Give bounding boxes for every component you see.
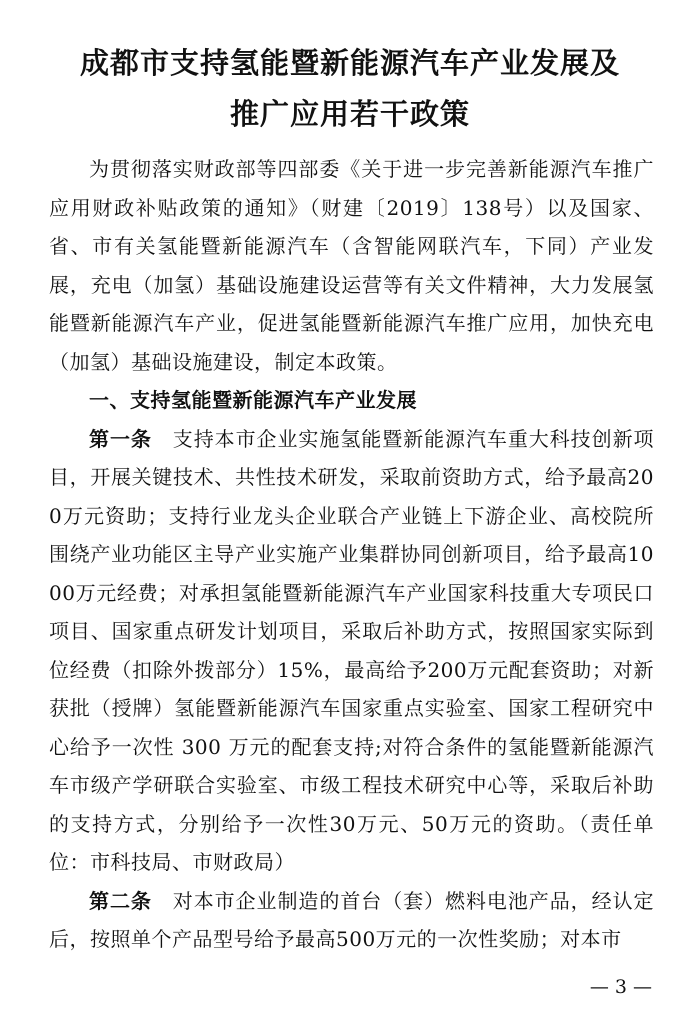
- article-1-label: 第一条: [89, 426, 152, 451]
- article-1-text: 支持本市企业实施氢能暨新能源汽车重大科技创新项目，开展关键技术、共性技术研发，采取前资助方式，给予最高200万元资助；支持行业龙头企业联合产业链上下游企业、高校院所围绕产业功能区主导产业实施产业集群协同创新项目，给予最高1000万元经费；对承担氢能暨新能源汽车产业国家科技重大专项民口项目、国家重点研发计划项目，采取后补助方式，按照国家实际到位经费（扣除外拨部分）15%，最高给予200万元配套资助；对新获批（授牌）氢能暨新能源汽车国家重点实验室、国家工程研究中心给予一次性 300 万元的配套支持;对符合条件的氢能暨新能源汽车市级产学研联合实验室、市级工程技术研究中心等，采取后补助的支持方式，分别给予一次性30万元、50万元的资助。（责任单位：市科技局、市财政局）: [49, 426, 655, 874]
- article-1-paragraph: [49, 420, 654, 882]
- section-heading: 一、支持氢能暨新能源汽车产业发展: [89, 388, 417, 412]
- page-number: — 3 —: [589, 976, 652, 998]
- title-line-2: 推广应用若干政策: [229, 97, 470, 131]
- intro-paragraph: 为贯彻落实财政部等四部委《关于进一步完善新能源汽车推广应用财政补贴政策的通知》（财建〔2019〕138号）以及国家、省、市有关氢能暨新能源汽车（含智能网联汽车，下同）产业发展，充电（加氢）基础设施建设运营等有关文件精神，大力发展氢能暨新能源汽车产业，促进氢能暨新能源汽车推广应用，加快充电（加氢）基础设施建设，制定本政策。: [49, 157, 654, 374]
- title-line-1: 成都市支持氢能暨新能源汽车产业发展及: [79, 46, 620, 80]
- document-body: [49, 150, 654, 959]
- document-title: [40, 38, 660, 140]
- article-2-text: 对本市企业制造的首台（套）燃料电池产品，经认定后，按照单个产品型号给予最高500万元的一次性奖励；对本市: [49, 888, 655, 951]
- article-2-paragraph: [49, 882, 654, 959]
- article-2-label: 第二条: [89, 888, 152, 913]
